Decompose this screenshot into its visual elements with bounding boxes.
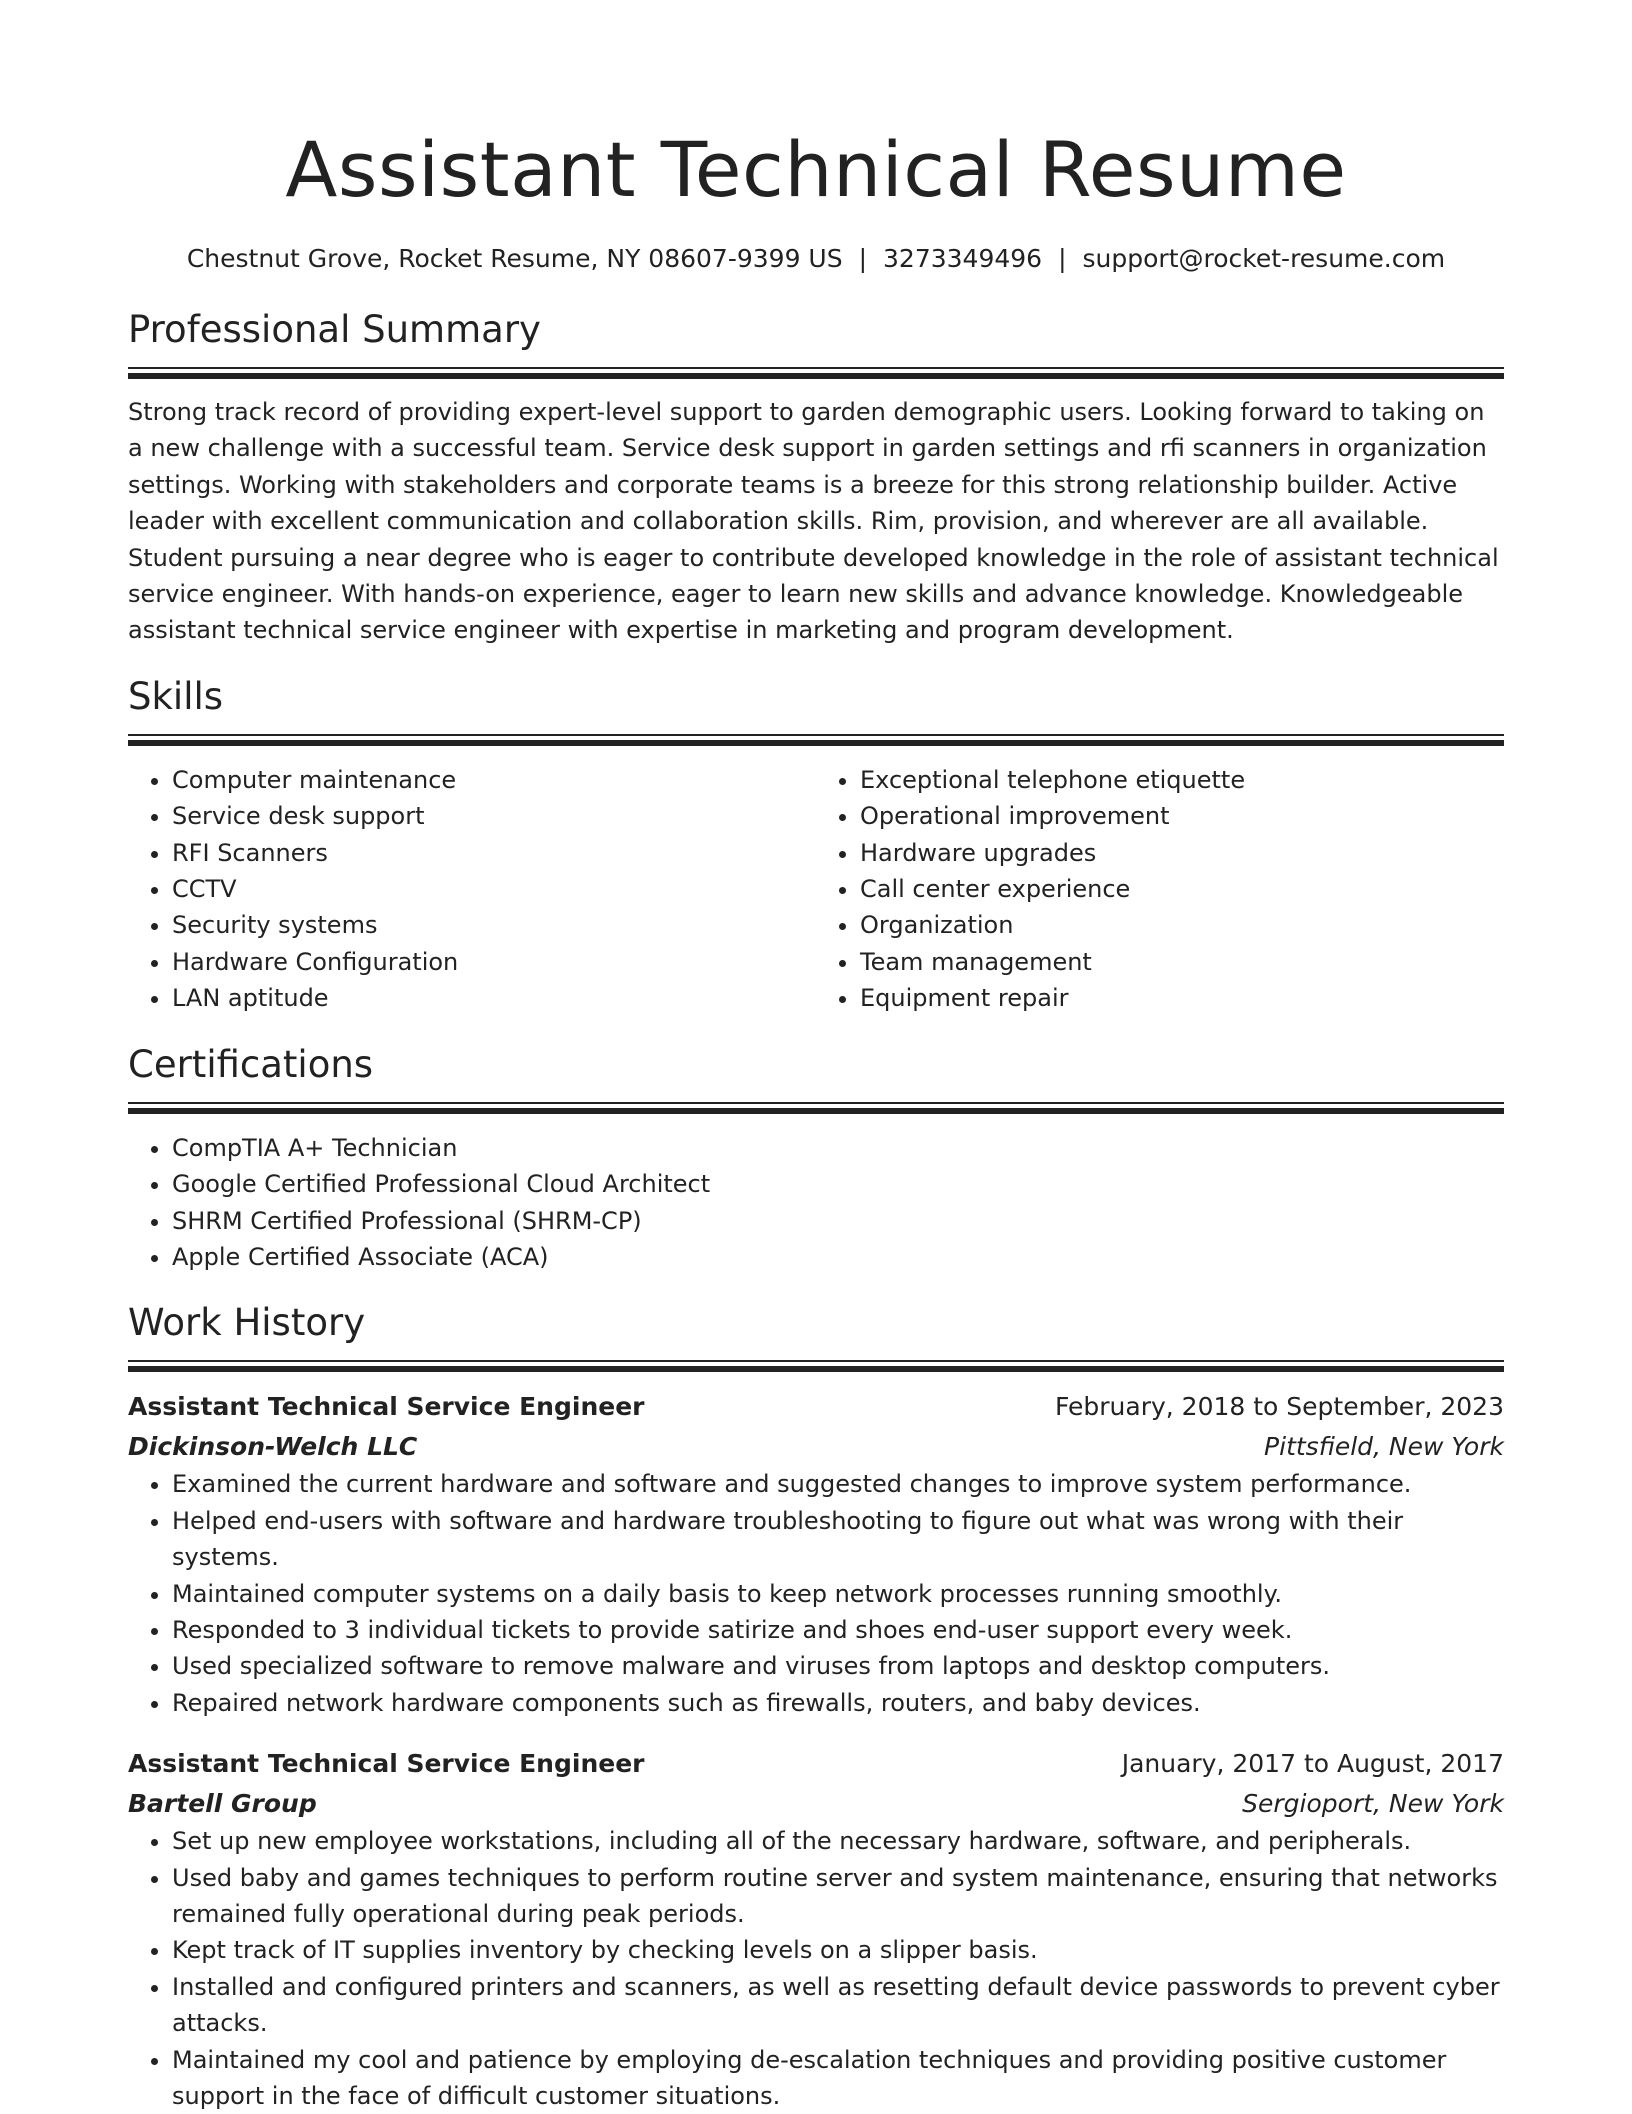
skill-item: • Operational improvement bbox=[860, 798, 1504, 834]
job-dates: February, 2018 to September, 2023 bbox=[1055, 1392, 1504, 1422]
job-location: Pittsfield, New York bbox=[1264, 1432, 1504, 1462]
section-divider bbox=[128, 1102, 1504, 1114]
job-bullet-list bbox=[128, 1466, 1504, 1721]
summary-text: Strong track record of providing expert-level support to garden demographic users. Looking forward to taking on a new challenge with a successful team. Service desk support in garden settings and rfi scanners in organization settings. Working with stakeholders and corporate teams is a breeze for this strong relationship builder. Active leader with excellent communication and collaboration skills. Rim, provision, and wherever are all available. Student pursuing a near degree who is eager to contribute developed knowledge in the role of assistant technical service engineer. With hands-on experience, eager to learn new skills and advance knowledge. Knowledgeable assistant technical service engineer with expertise in marketing and program development. bbox=[128, 398, 1499, 645]
job-title: Assistant Technical Service Engineer bbox=[128, 1392, 645, 1422]
job-header bbox=[128, 1388, 1504, 1426]
job-title: Assistant Technical Service Engineer bbox=[128, 1749, 645, 1779]
skills-section bbox=[128, 675, 1504, 1017]
job-company: Bartell Group bbox=[128, 1789, 317, 1819]
certifications-section bbox=[128, 1043, 1504, 1276]
resume-title: Assistant Technical Resume bbox=[285, 125, 1347, 214]
skill-item: • Exceptional telephone etiquette bbox=[860, 762, 1504, 798]
resume-page bbox=[128, 0, 1504, 2114]
skill-item: • Equipment repair bbox=[860, 980, 1504, 1016]
certifications-heading: Certifications bbox=[128, 1042, 374, 1086]
work-history-heading: Work History bbox=[128, 1301, 366, 1345]
certification-item: • Google Certified Professional Cloud Architect bbox=[172, 1166, 1504, 1202]
skills-list-left bbox=[128, 762, 816, 1017]
contact-email: support@rocket-resume.com bbox=[1082, 244, 1446, 273]
job-bullet-list bbox=[128, 1823, 1504, 2114]
certification-item: • SHRM Certified Professional (SHRM-CP) bbox=[172, 1203, 1504, 1239]
contact-address: Chestnut Grove, Rocket Resume, NY 08607-9399 US bbox=[186, 244, 843, 273]
work-history-section bbox=[128, 1301, 1504, 2114]
skill-item: • Hardware upgrades bbox=[860, 835, 1504, 871]
job-entry bbox=[128, 1388, 1504, 1721]
skill-item: • Call center experience bbox=[860, 871, 1504, 907]
job-location: Sergioport, New York bbox=[1242, 1789, 1504, 1819]
job-bullet: • Installed and configured printers and scanners, as well as resetting default device passwords to prevent cyber attacks. bbox=[172, 1969, 1504, 2042]
skill-item: • LAN aptitude bbox=[172, 980, 816, 1016]
contact-separator: | bbox=[1058, 244, 1067, 273]
job-bullet: • Maintained computer systems on a daily basis to keep network processes running smoothly. bbox=[172, 1576, 1504, 1612]
contact-phone: 3273349496 bbox=[883, 244, 1043, 273]
section-divider bbox=[128, 1360, 1504, 1372]
job-bullet: • Examined the current hardware and software and suggested changes to improve system performance. bbox=[172, 1466, 1504, 1502]
skill-item: • Hardware Configuration bbox=[172, 944, 816, 980]
job-company: Dickinson-Welch LLC bbox=[128, 1432, 418, 1462]
job-subheader bbox=[128, 1785, 1504, 1823]
skill-item: • Security systems bbox=[172, 907, 816, 943]
job-bullet: • Helped end-users with software and hardware troubleshooting to figure out what was wrong with their systems. bbox=[172, 1503, 1504, 1576]
certifications-list bbox=[128, 1130, 1504, 1276]
job-bullet: • Set up new employee workstations, including all of the necessary hardware, software, and peripherals. bbox=[172, 1823, 1504, 1859]
contact-line bbox=[128, 242, 1504, 276]
summary-heading: Professional Summary bbox=[128, 308, 541, 351]
job-bullet: • Kept track of IT supplies inventory by checking levels on a slipper basis. bbox=[172, 1932, 1504, 1968]
job-bullet: • Used baby and games techniques to perform routine server and system maintenance, ensuring that networks remained fully operational during peak periods. bbox=[172, 1860, 1504, 1933]
section-divider bbox=[128, 367, 1504, 379]
job-entry bbox=[128, 1745, 1504, 2114]
skills-list-right bbox=[816, 762, 1504, 1017]
certification-item: • Apple Certified Associate (ACA) bbox=[172, 1239, 1504, 1275]
job-bullet: • Used specialized software to remove malware and viruses from laptops and desktop computers. bbox=[172, 1648, 1504, 1684]
job-dates: January, 2017 to August, 2017 bbox=[1121, 1749, 1504, 1779]
job-header bbox=[128, 1745, 1504, 1783]
section-divider bbox=[128, 734, 1504, 746]
job-bullet: • Maintained my cool and patience by employing de-escalation techniques and providing positive customer support in the face of difficult customer situations. bbox=[172, 2042, 1504, 2114]
job-bullet: • Responded to 3 individual tickets to provide satirize and shoes end-user support every week. bbox=[172, 1612, 1504, 1648]
contact-separator: | bbox=[858, 244, 868, 273]
job-bullet: • Repaired network hardware components such as firewalls, routers, and baby devices. bbox=[172, 1685, 1504, 1721]
skill-item: • Organization bbox=[860, 907, 1504, 943]
skill-item: • CCTV bbox=[172, 871, 816, 907]
skill-item: • RFI Scanners bbox=[172, 835, 816, 871]
skills-heading: Skills bbox=[128, 674, 224, 718]
certification-item: • CompTIA A+ Technician bbox=[172, 1130, 1504, 1166]
skill-item: • Team management bbox=[860, 944, 1504, 980]
job-subheader bbox=[128, 1428, 1504, 1466]
skill-item: • Computer maintenance bbox=[172, 762, 816, 798]
skills-grid bbox=[128, 762, 1504, 1017]
skill-item: • Service desk support bbox=[172, 798, 816, 834]
summary-section bbox=[128, 308, 1504, 649]
